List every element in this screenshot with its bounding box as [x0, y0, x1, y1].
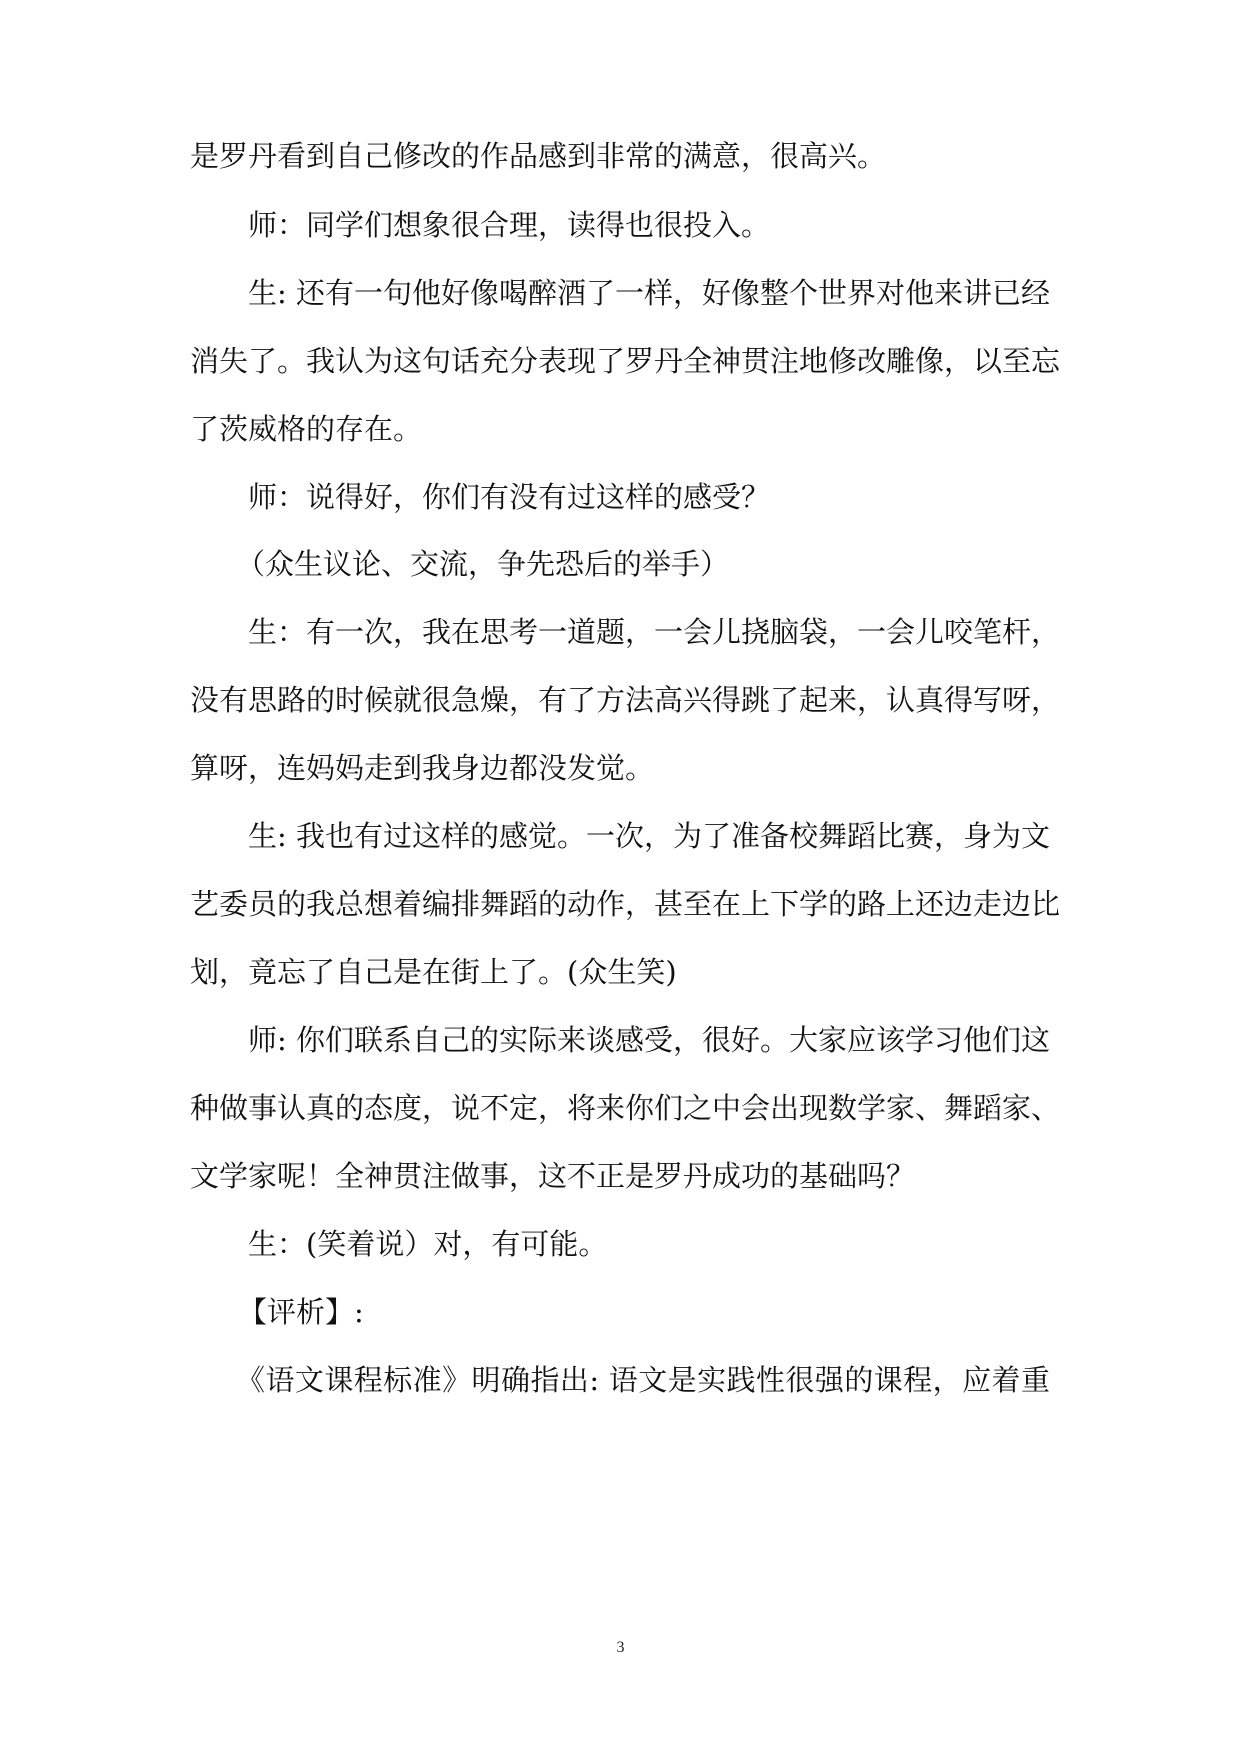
teacher-line: 师：同学们想象很合理，读得也很投入。 [248, 208, 771, 242]
analysis-line: 《语文课程标准》明确指出: 语文是实践性很强的课程，应着重 [236, 1363, 1050, 1397]
paragraph-continuation: 是罗丹看到自己修改的作品感到非常的满意，很高兴。 [190, 139, 887, 173]
student-line: 生: 还有一句他好像喝醉酒了一样，好像整个世界对他来讲已经 [248, 276, 1050, 310]
student-line: 生：有一次，我在思考一道题，一会儿挠脑袋，一会儿咬笔杆， [248, 615, 1061, 649]
student-line-cont: 没有思路的时候就很急燥，有了方法高兴得跳了起来，认真得写呀， [190, 683, 1061, 717]
student-line-cont: 算呀，连妈妈走到我身边都没发觉。 [190, 751, 655, 785]
student-line: 生: 我也有过这样的感觉。一次，为了准备校舞蹈比赛，身为文 [248, 819, 1050, 853]
teacher-line-cont: 种做事认真的态度，说不定，将来你们之中会出现数学家、舞蹈家、 [190, 1091, 1061, 1125]
section-heading: 【评析】: [238, 1295, 364, 1329]
student-line-cont: 消失了。我认为这句话充分表现了罗丹全神贯注地修改雕像，以至忘 [190, 344, 1061, 378]
student-line-cont: 艺委员的我总想着编排舞蹈的动作，甚至在上下学的路上还边走边比 [190, 887, 1061, 921]
student-line: 生：(笑着说）对，有可能。 [248, 1227, 608, 1261]
student-line-cont: 了茨威格的存在。 [190, 412, 423, 446]
teacher-line: 师: 你们联系自己的实际来谈感受，很好。大家应该学习他们这 [248, 1023, 1050, 1057]
stage-direction: （众生议论、交流，争先恐后的举手） [236, 547, 730, 581]
teacher-line-cont: 文学家呢！全神贯注做事，这不正是罗丹成功的基础吗？ [190, 1159, 916, 1193]
student-line-cont: 划，竟忘了自己是在街上了。(众生笑) [190, 955, 677, 989]
teacher-line: 师：说得好，你们有没有过这样的感受？ [248, 480, 771, 514]
page-number: 3 [616, 1639, 625, 1656]
